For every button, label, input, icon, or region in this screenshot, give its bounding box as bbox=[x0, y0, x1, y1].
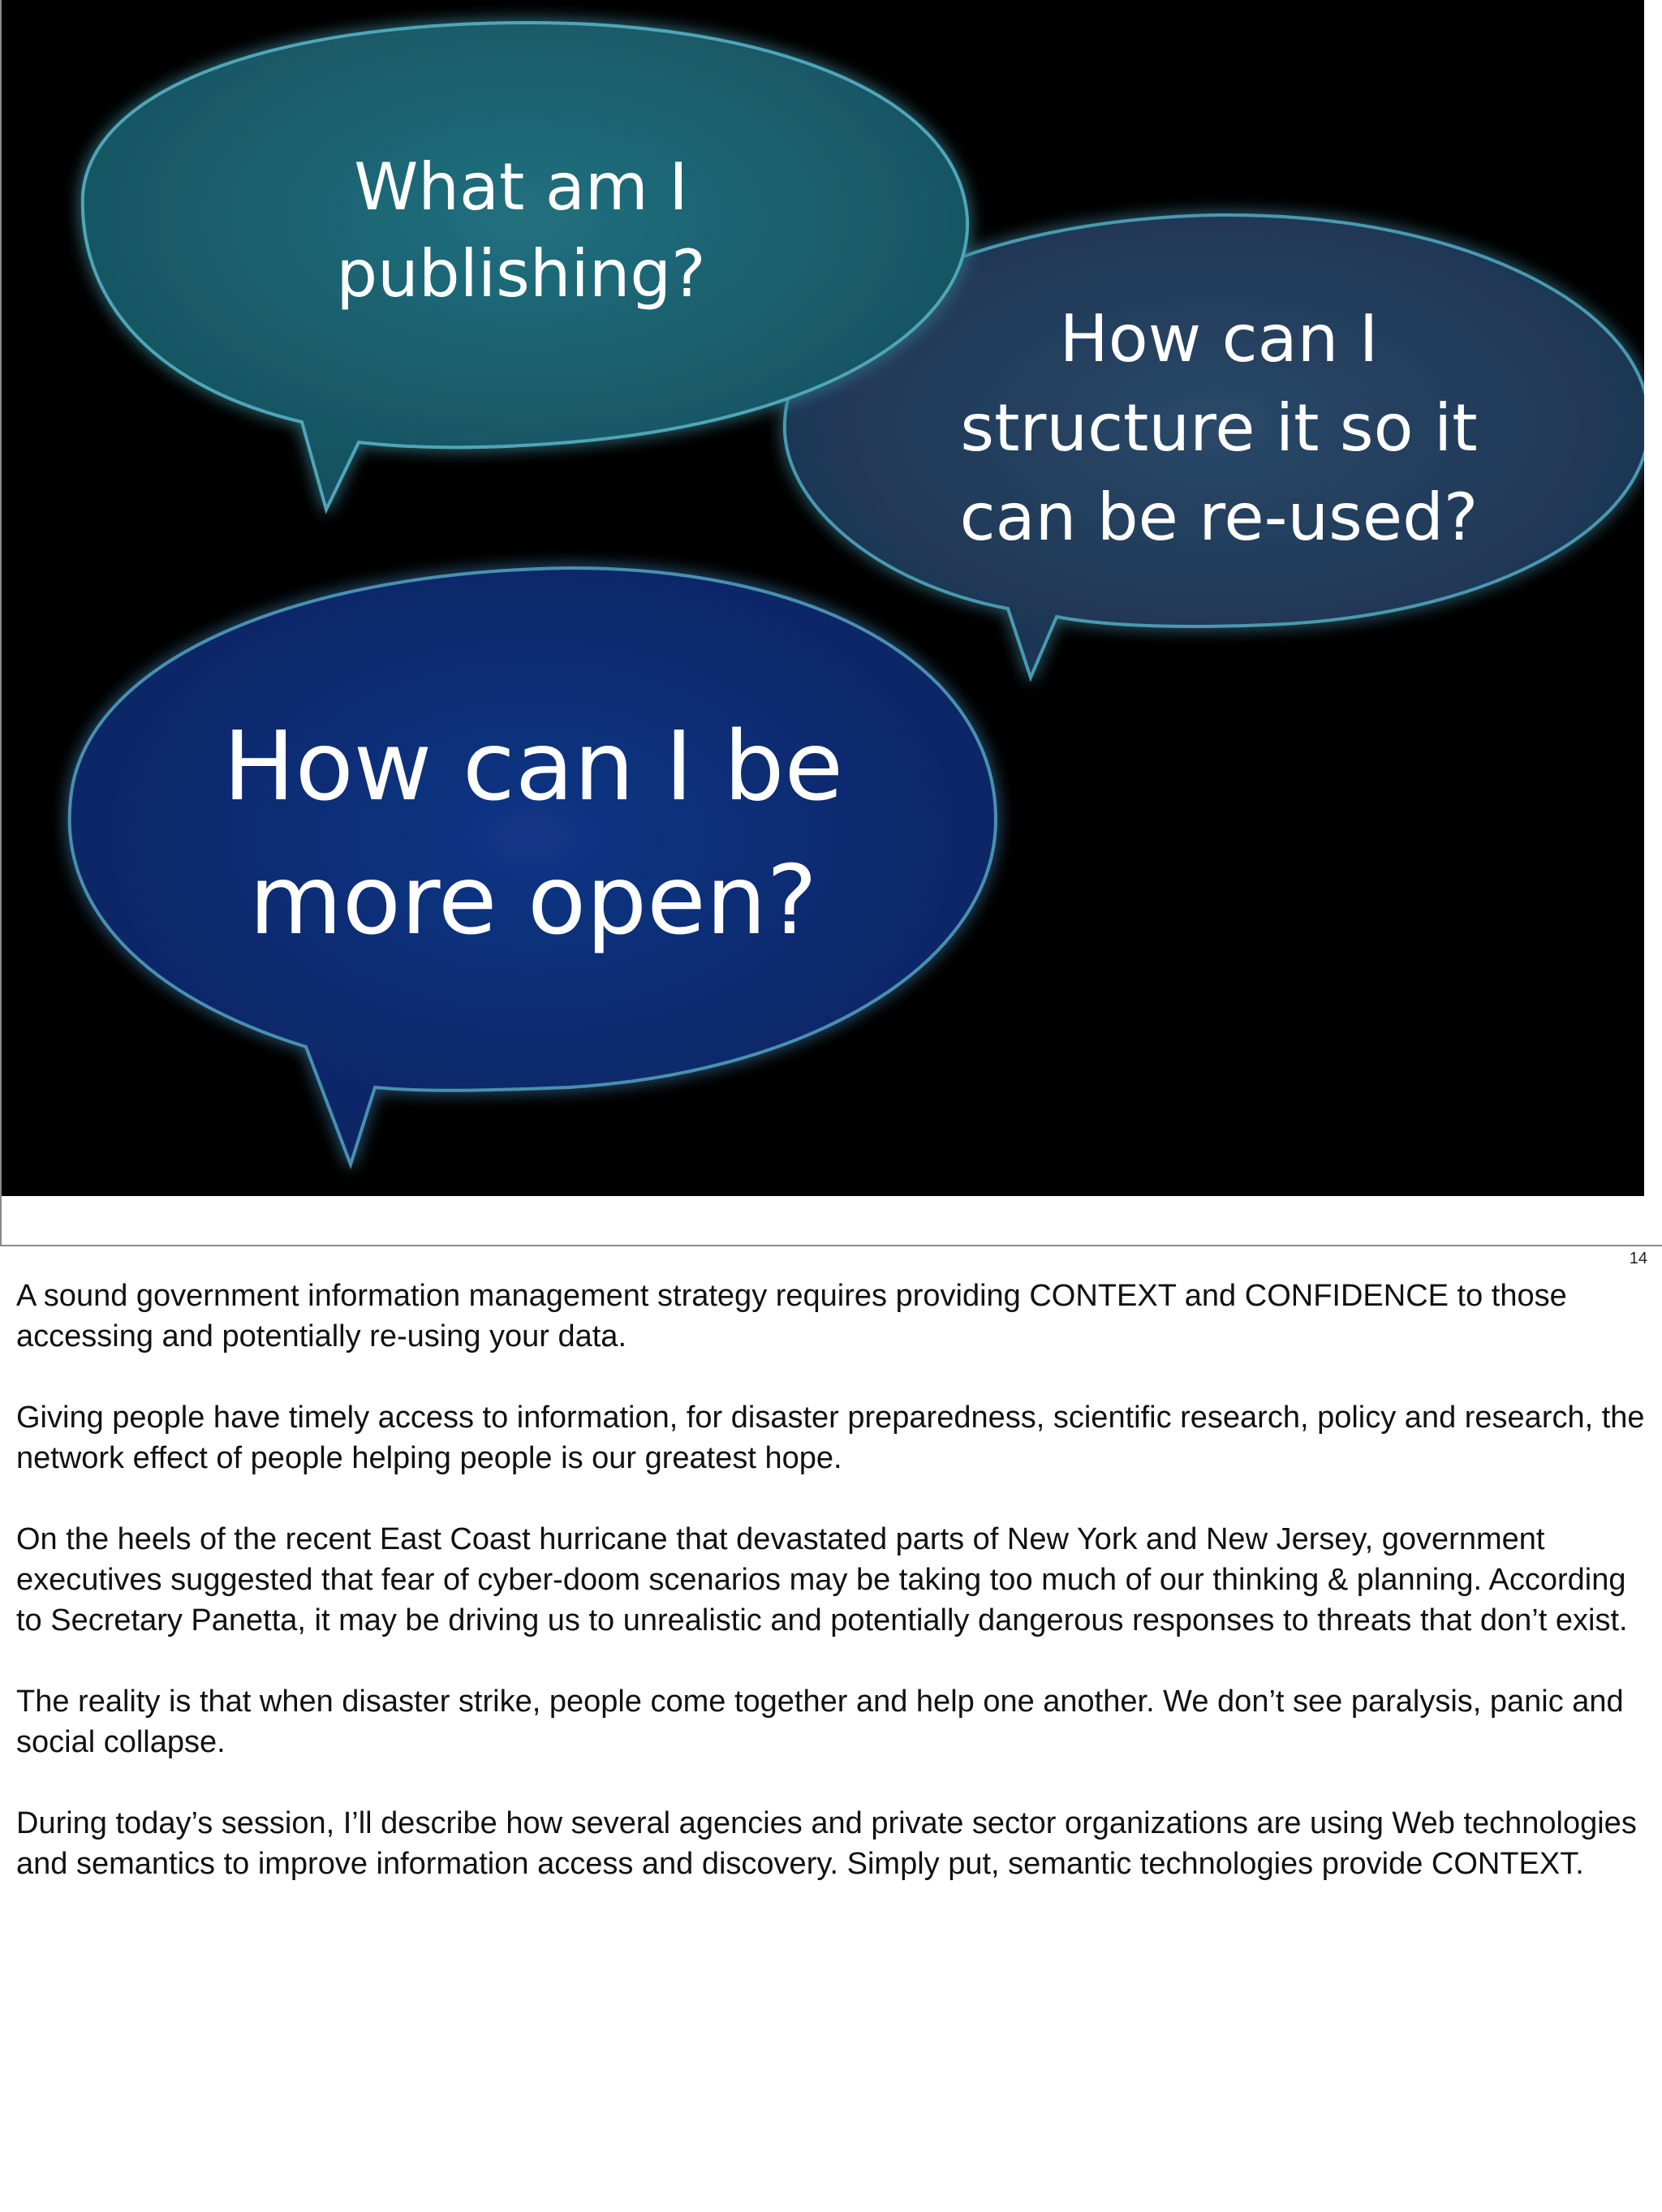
notes-paragraph: Giving people have timely access to information, for disaster preparedness, scientific research, policy and research, the network effect of people helping people is our greatest hope. bbox=[16, 1401, 1645, 1475]
bubble-open-line-1: How can I be bbox=[222, 710, 844, 822]
speech-bubbles-graphic bbox=[2, 0, 1644, 1196]
notes-paragraph: The reality is that when disaster strike, people come together and help one another. We don’t see paralysis, panic and social collapse. bbox=[16, 1685, 1624, 1759]
speaker-notes bbox=[16, 1276, 1647, 1925]
bubble-structure-line-1: How can I bbox=[1059, 301, 1379, 377]
notes-paragraph: A sound government information management strategy requires providing CONTEXT and CONFIDENCE to those accessing and potentially re-using your data. bbox=[16, 1279, 1567, 1353]
bubble-structure-line-3: can be re-used? bbox=[959, 480, 1479, 555]
notes-paragraph: During today’s session, I’ll describe how several agencies and private sector organizations are using Web technologies and semantics to improve information access and discovery. Simply put, semantic technologies provide CONTEXT. bbox=[16, 1806, 1637, 1881]
bubble-publishing-line-1: What am I bbox=[354, 149, 688, 225]
bubble-structure-line-2: structure it so it bbox=[960, 390, 1478, 466]
bubble-open-line-2: more open? bbox=[248, 844, 818, 956]
page-number: 14 bbox=[1629, 1250, 1647, 1267]
slide-image bbox=[2, 0, 1644, 1196]
notes-paragraph: On the heels of the recent East Coast hurricane that devastated parts of New York and New Jersey, government executives suggested that fear of cyber-doom scenarios may be taking too much of our thinking & planning. According to Secretary Panetta, it may be driving us to unrealistic and potentially dangerous responses to threats that don’t exist. bbox=[16, 1522, 1628, 1637]
bubble-publishing-line-2: publishing? bbox=[336, 236, 706, 312]
